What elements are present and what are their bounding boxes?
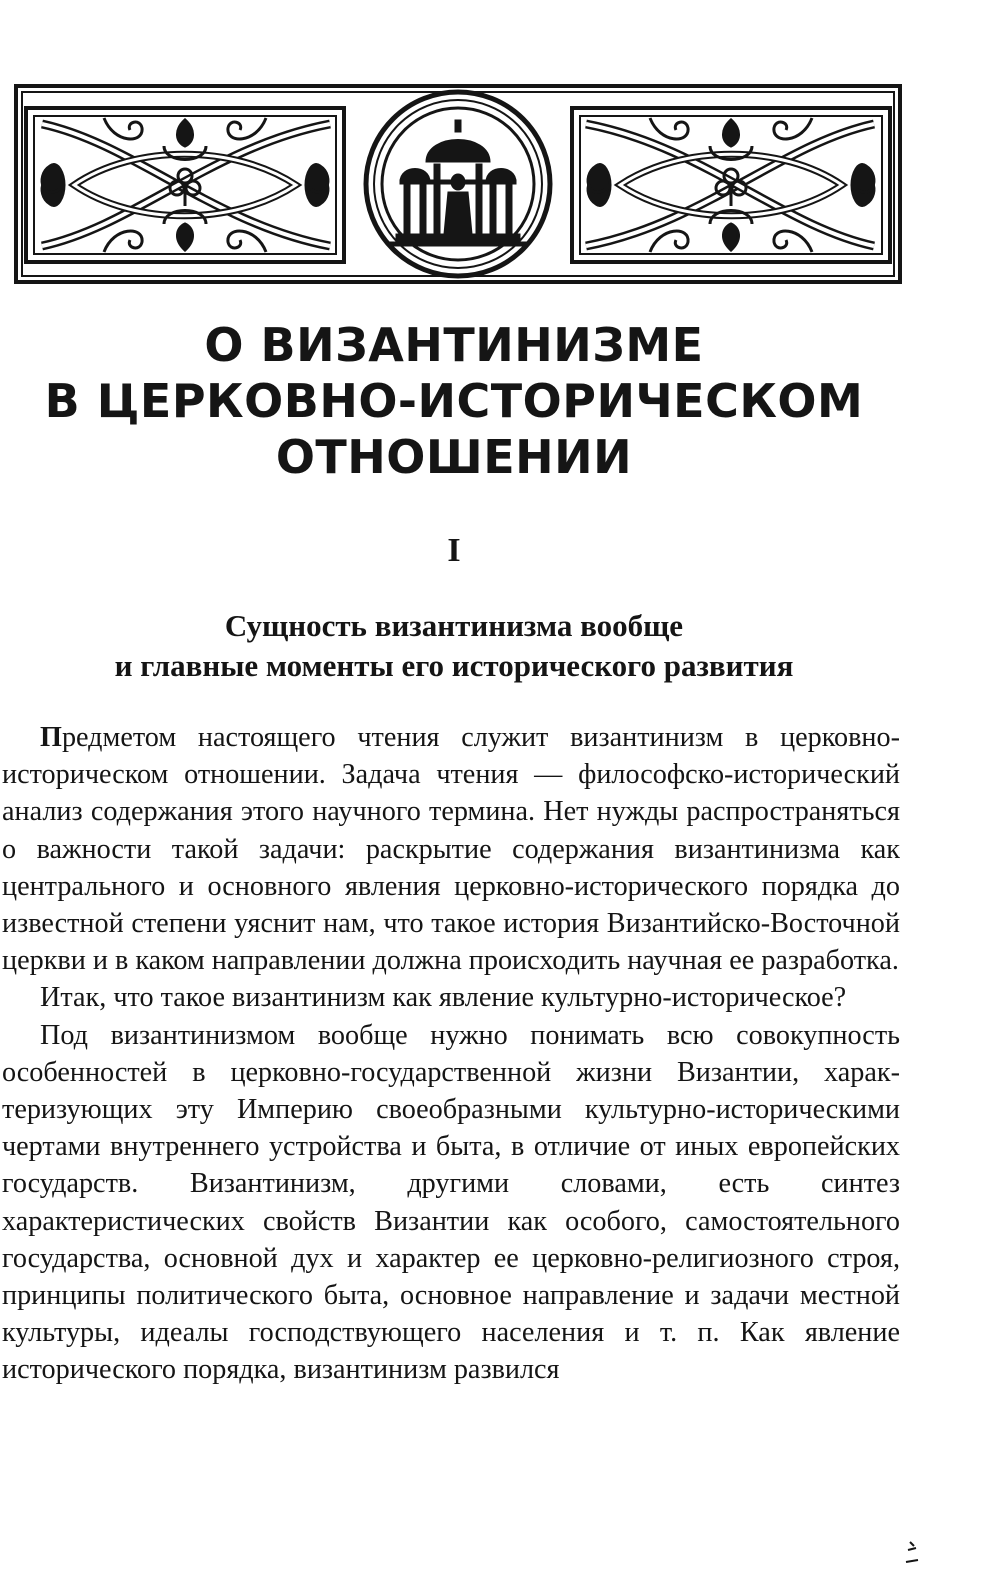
paragraph-initial: П	[40, 722, 62, 753]
paragraph-2: Итак, что такое византинизм как явление культурно-историческое?	[40, 982, 847, 1014]
scan-artifact	[902, 1538, 926, 1568]
paragraph-3: Под византинизмом вообще нужно понимать всю совокупность особенностей в церковно-государственной жизни Византии, характеризующих эту Империю своеобразными культурно-историческими чертами внутреннего устройства и быта, в отличие от иных европейских государств. Византинизм, другими словами, есть синтез характеристических свойств Византии как особого, самостоятельного государства, основной дух и характер ее церковно-религиозного строя, принципы политического быта, основное направление и задачи местной культуры, идеалы господствующего населения и т. п. Как явление исторического порядка, византинизм развился	[2, 1019, 900, 1386]
body-text	[2, 719, 900, 1389]
section-subtitle-line-1: Сущность византинизма вообще	[224, 608, 684, 643]
headpiece-ornament-drawing	[14, 84, 902, 284]
paragraph-1	[2, 719, 900, 979]
chapter-title-line-2: В ЦЕРКОВНО-ИСТОРИЧЕСКОМ	[44, 374, 864, 428]
chapter-title-line-3: ОТНОШЕНИИ	[275, 430, 633, 484]
section-number: I	[447, 532, 461, 569]
paragraph-1-text: редметом настоящего чтения служит византинизм в церковно-историческом отношении. Задача чтения — философско-исторический анализ содержания этого научного термина. Нет нужды распространяться о важности такой задачи: раскрытие содержания византинизма как центрального и основного явления церковно-исторического порядка до известной степени уяснит нам, что такое история Византийско-Восточной церкви и в каком направлении должна происходить научная ее разработка.	[2, 722, 900, 977]
ornamental-headpiece	[14, 84, 902, 284]
section-subtitle-line-2: и главные моменты его исторического развития	[114, 648, 794, 683]
chapter-title-line-1: О ВИЗАНТИНИЗМЕ	[204, 318, 704, 372]
